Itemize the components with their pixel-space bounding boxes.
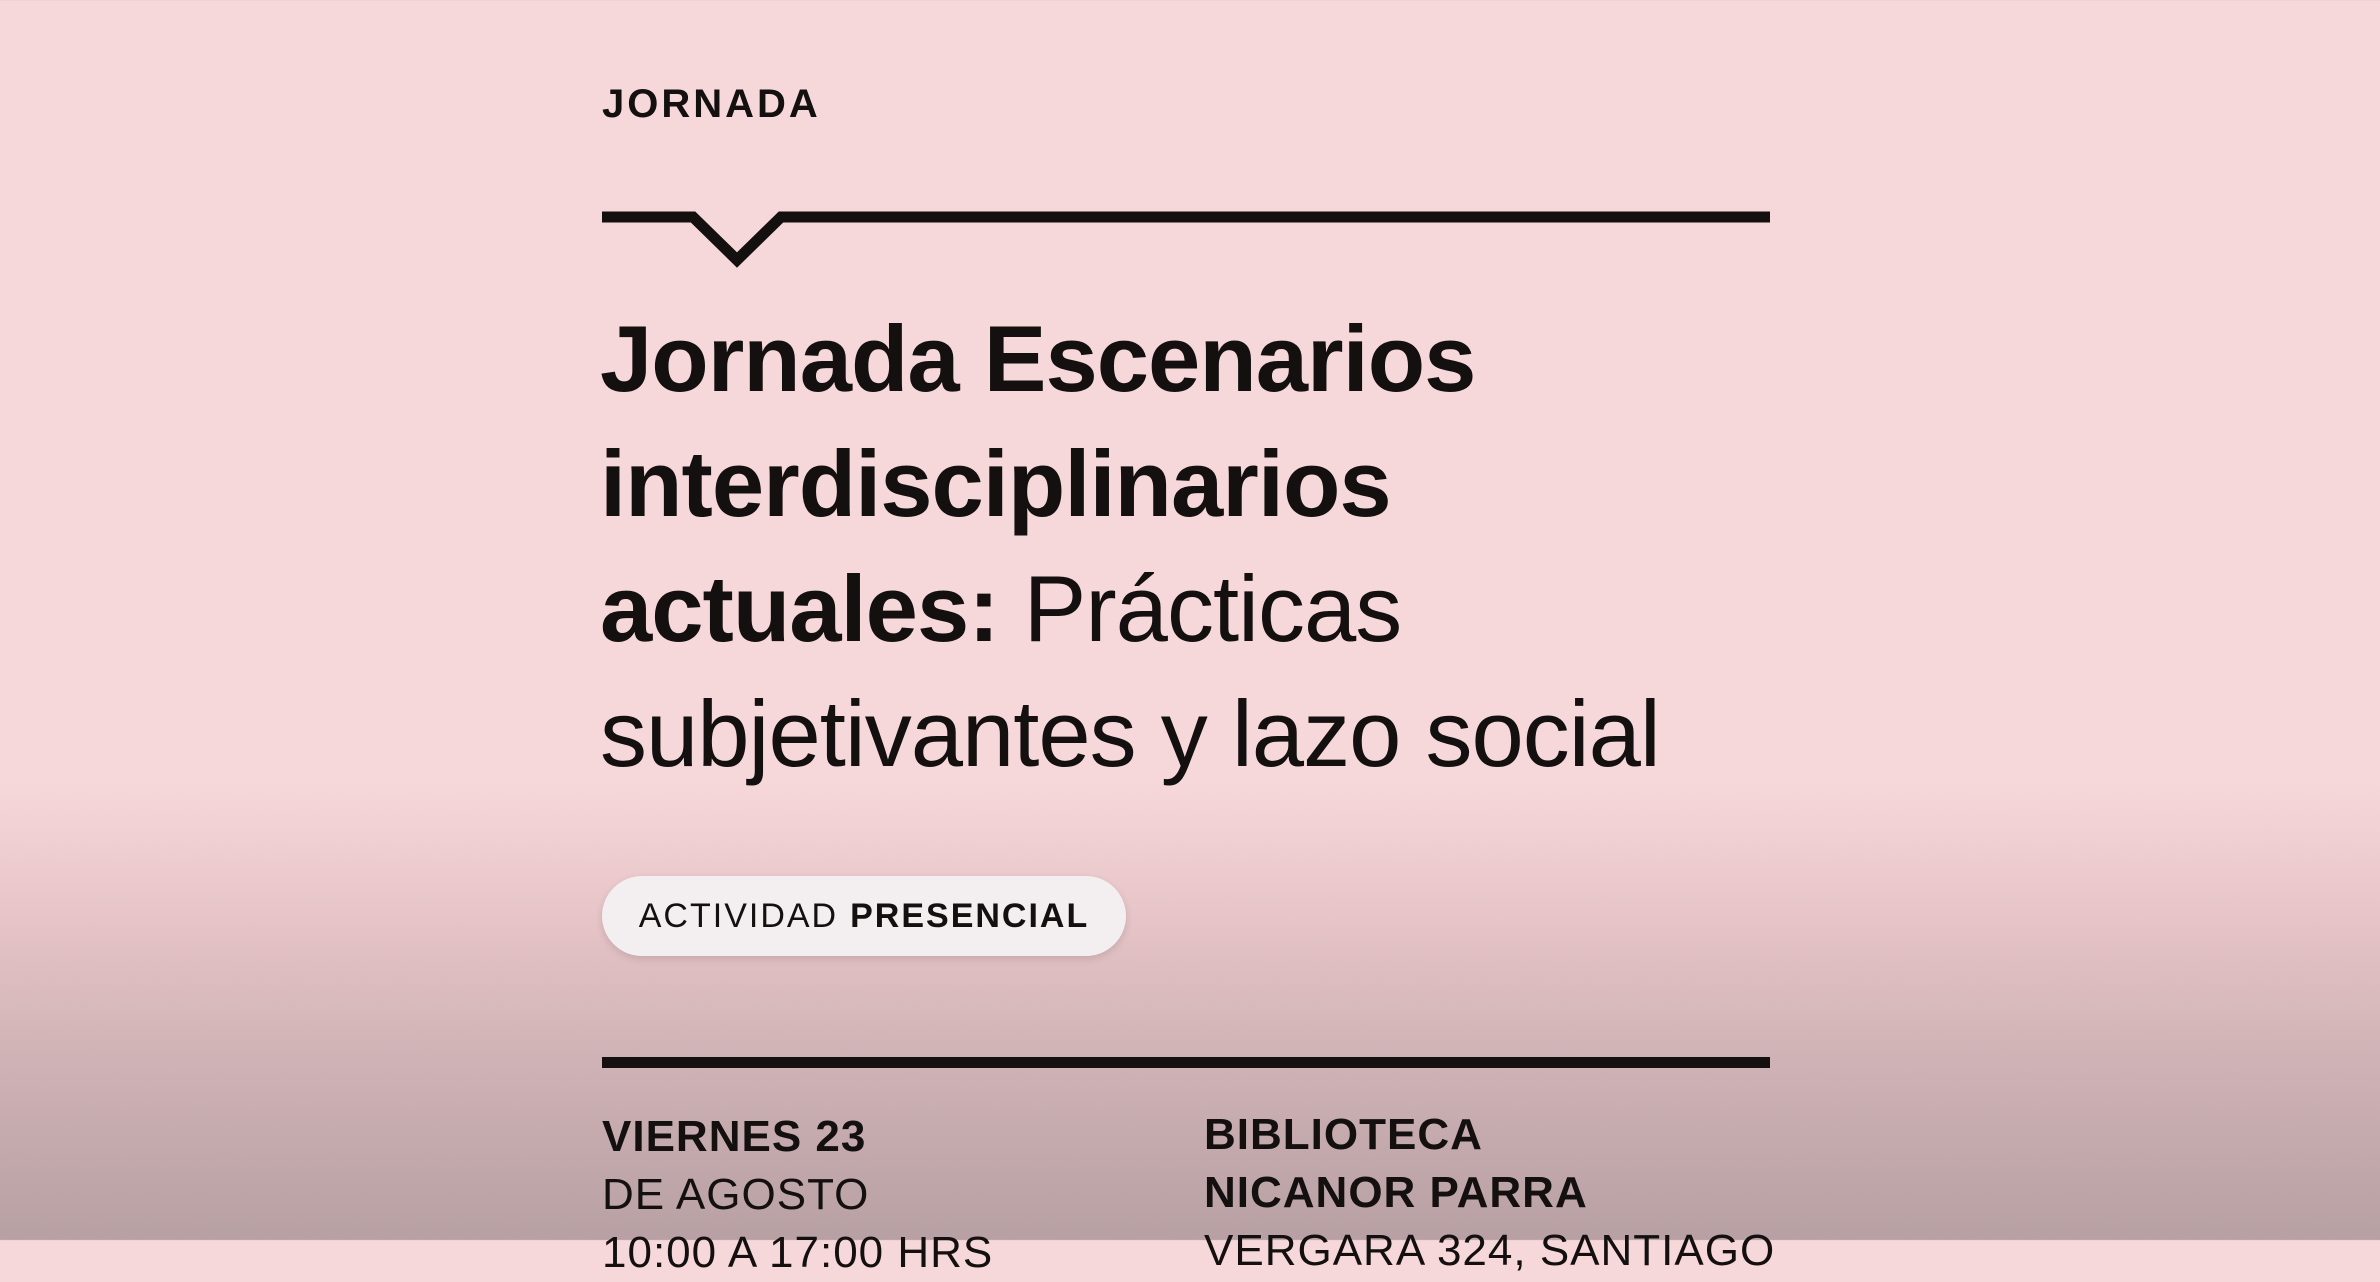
event-date [602, 1108, 993, 1282]
event-title [600, 296, 1780, 796]
title-line-3-bold: actuales: [600, 556, 999, 661]
title-line-2: interdisciplinarios [600, 431, 1391, 536]
event-time: 10:00 A 17:00 HRS [602, 1228, 994, 1277]
venue-name-1: BIBLIOTECA [1204, 1110, 1483, 1159]
title-line-3-light: Prácticas [1023, 556, 1402, 661]
modality-badge-value: PRESENCIAL [850, 896, 1090, 935]
event-location [1204, 1106, 1775, 1280]
modality-badge-label: ACTIVIDAD [638, 896, 839, 935]
venue-address: VERGARA 324, SANTIAGO [1204, 1226, 1776, 1275]
venue-name-2: NICANOR PARRA [1204, 1168, 1588, 1217]
divider-line [602, 1057, 1770, 1068]
title-line-4: subjetivantes y lazo social [600, 681, 1660, 786]
modality-badge [602, 876, 1126, 956]
event-day: VIERNES 23 [602, 1112, 867, 1161]
event-category: JORNADA [602, 82, 821, 126]
divider-notch-line [600, 198, 1772, 270]
event-month: DE AGOSTO [602, 1170, 870, 1219]
title-line-1: Jornada Escenarios [600, 306, 1476, 411]
